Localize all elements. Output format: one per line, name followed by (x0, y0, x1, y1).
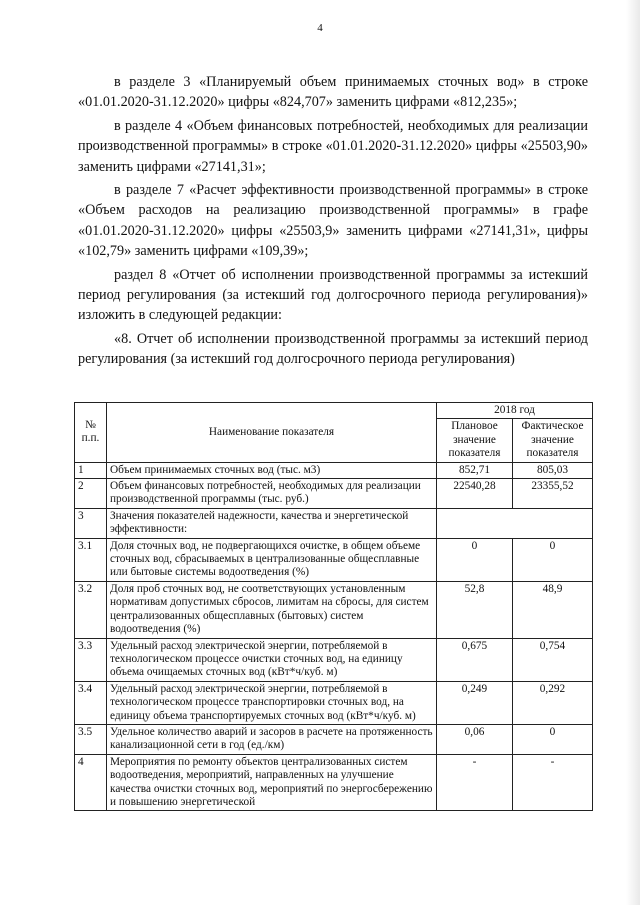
header-planned: Плановое значение показателя (437, 419, 513, 462)
row-num: 3.2 (75, 581, 107, 638)
table-header-row (75, 403, 593, 419)
document-body (78, 72, 588, 370)
header-name: Наименование показателя (107, 403, 437, 463)
row-num: 3 (75, 508, 107, 538)
row-actual: 0 (513, 538, 593, 581)
row-actual: 805,03 (513, 462, 593, 478)
row-num: 4 (75, 754, 107, 811)
row-planned: 0 (437, 538, 513, 581)
row-name: Удельное количество аварий и засоров в расчете на протяженность канализационной сети в год (ед./км) (107, 724, 437, 754)
row-planned: 0,06 (437, 724, 513, 754)
paragraph-section-8-title: «8. Отчет об исполнении производственной программы за истекший период регулирования (за истекший год долгосрочного периода регулирования) (78, 330, 588, 368)
paragraph-section-4: в разделе 4 «Объем финансовых потребностей, необходимых для реализации производственной программы» в строке «01.01.2020-31.12.2020» цифры «25503,90» заменить цифрами «27141,31»; (78, 117, 588, 175)
row-planned: 0,249 (437, 681, 513, 724)
row-actual: 0,754 (513, 638, 593, 681)
table-row (75, 479, 593, 509)
table-row (75, 724, 593, 754)
row-actual: 23355,52 (513, 479, 593, 509)
paragraph-section-8: раздел 8 «Отчет об исполнении производственной программы за истекший период регулирования (за истекший год долгосрочного периода регулирования)» изложить в следующей редакции: (78, 266, 588, 324)
row-planned: 0,675 (437, 638, 513, 681)
row-name: Удельный расход электрической энергии, потребляемой в технологическом процессе транспортировки сточных вод, на единицу объема транспортируемых сточных вод (кВт*ч/куб. м) (107, 681, 437, 724)
row-num: 3.4 (75, 681, 107, 724)
row-name: Доля проб сточных вод, не соответствующих установленным нормативам допустимых сбросов, лимитам на сбросы, для систем централизованных общесплавных (бытовых) систем водоотведения (%) (107, 581, 437, 638)
header-actual: Фактическое значение показателя (513, 419, 593, 462)
row-num: 1 (75, 462, 107, 478)
row-actual: 0 (513, 724, 593, 754)
paragraph-section-3: в разделе 3 «Планируемый объем принимаемых сточных вод» в строке «01.01.2020-31.12.2020» цифры «824,707» заменить цифрами «812,235»; (78, 74, 588, 111)
row-num: 3.1 (75, 538, 107, 581)
table-row (75, 681, 593, 724)
page-number: 4 (317, 22, 323, 34)
row-planned: 22540,28 (437, 479, 513, 509)
row-name: Удельный расход электрической энергии, потребляемой в технологическом процессе очистки сточных вод, на единицу объема очищаемых сточных вод (кВт*ч/куб. м) (107, 638, 437, 681)
row-num: 2 (75, 479, 107, 509)
table-row (75, 538, 593, 581)
row-actual: - (513, 754, 593, 811)
row-name: Значения показателей надежности, качества и энергетической эффективности: (107, 508, 437, 538)
row-actual: 48,9 (513, 581, 593, 638)
row-name: Объем принимаемых сточных вод (тыс. м3) (107, 462, 437, 478)
header-year: 2018 год (437, 403, 593, 419)
row-empty-values (437, 508, 593, 538)
row-planned: 852,71 (437, 462, 513, 478)
scan-edge-shadow (626, 0, 640, 905)
row-planned: 52,8 (437, 581, 513, 638)
table-row (75, 581, 593, 638)
row-name: Мероприятия по ремонту объектов централизованных систем водоотведения, мероприятий, направленных на улучшение качества очистки сточных вод, мероприятий по энергосбережению и повышению энергетической (107, 754, 437, 811)
row-actual: 0,292 (513, 681, 593, 724)
table-row (75, 638, 593, 681)
row-num: 3.5 (75, 724, 107, 754)
table-row (75, 754, 593, 811)
paragraph-section-7: в разделе 7 «Расчет эффективности производственной программы» в строке «Объем расходов на реализацию производственной программы» в графе «01.01.2020-31.12.2020» цифры «25503,9» заменить цифрами «27141,31», цифры «102,79» заменить цифрами «109,39»; (78, 182, 588, 260)
table-row (75, 462, 593, 478)
row-num: 3.3 (75, 638, 107, 681)
table-row (75, 508, 593, 538)
row-planned: - (437, 754, 513, 811)
row-name: Доля сточных вод, не подвергающихся очистке, в общем объеме сточных вод, сбрасываемых в централизованные общесплавные или бытовые системы водоотведения (%) (107, 538, 437, 581)
report-table (74, 402, 593, 811)
header-num: № п.п. (75, 403, 107, 463)
row-name: Объем финансовых потребностей, необходимых для реализации производственной программы (тыс. руб.) (107, 479, 437, 509)
